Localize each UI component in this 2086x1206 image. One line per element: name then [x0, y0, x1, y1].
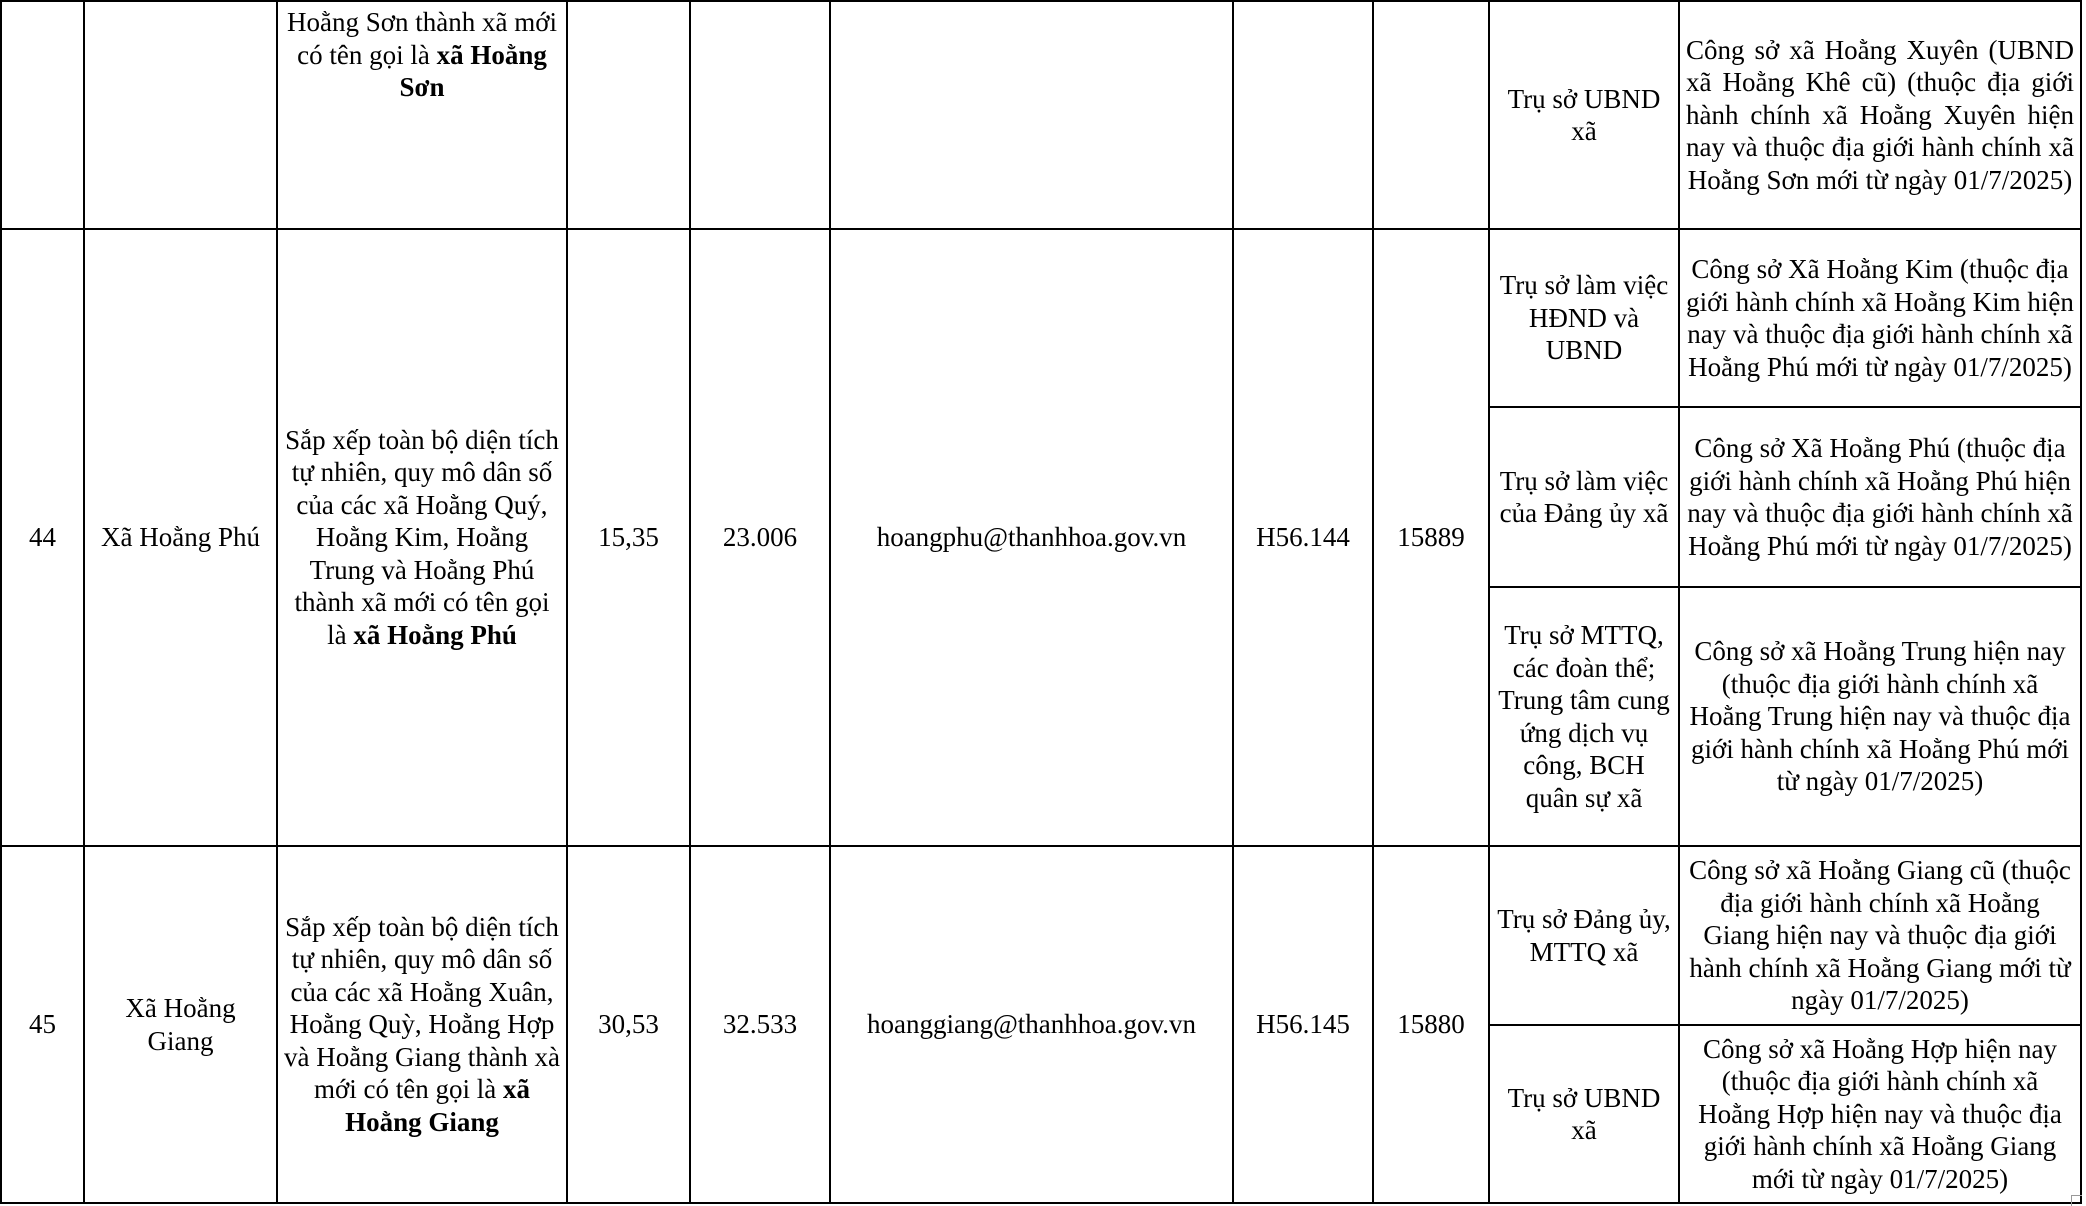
- stt-cell: 44: [1, 229, 84, 846]
- postal-cell: 15889: [1373, 229, 1489, 846]
- office-detail: Công sở Xã Hoằng Phú (thuộc địa giới hành chính xã Hoằng Phú hiện nay và thuộc địa giới hành chính xã Hoằng Phú mới từ ngày 01/7/2025): [1679, 407, 2081, 587]
- code-cell: H56.144: [1233, 229, 1373, 846]
- postal-cell: [1373, 1, 1489, 229]
- office-label: Trụ sở làm việc HĐND và UBND: [1489, 229, 1679, 407]
- description-cell: Sắp xếp toàn bộ diện tích tự nhiên, quy mô dân số của các xã Hoằng Quý, Hoằng Kim, Hoằng Trung và Hoằng Phú thành xã mới có tên gọi là xã Hoằng Phú: [277, 229, 567, 846]
- area-cell: [567, 1, 690, 229]
- population-cell: 23.006: [690, 229, 830, 846]
- office-label: Trụ sở UBND xã: [1489, 1, 1679, 229]
- office-label: Trụ sở UBND xã: [1489, 1025, 1679, 1203]
- description-cell: Sắp xếp toàn bộ diện tích tự nhiên, quy mô dân số của các xã Hoằng Xuân, Hoằng Quỳ, Hoằng Hợp và Hoằng Giang thành xà mới có tên gọi là xã Hoằng Giang: [277, 846, 567, 1203]
- office-detail: Công sở xã Hoằng Xuyên (UBND xã Hoằng Khê cũ) (thuộc địa giới hành chính xã Hoằng Xuyên hiện nay và thuộc địa giới hành chính xã Hoằng Sơn mới từ ngày 01/7/2025): [1679, 1, 2081, 229]
- email-cell: hoangphu@thanhhoa.gov.vn: [830, 229, 1233, 846]
- name-cell: Xã Hoằng Phú: [84, 229, 277, 846]
- name-cell: [84, 1, 277, 229]
- office-label: Trụ sở làm việc của Đảng ủy xã: [1489, 407, 1679, 587]
- page-corner-mark: [2071, 1195, 2082, 1206]
- email-cell: [830, 1, 1233, 229]
- office-detail: Công sở xã Hoằng Giang cũ (thuộc địa giới hành chính xã Hoằng Giang hiện nay và thuộc địa giới hành chính xã Hoằng Giang mới từ ngày 01/7/2025): [1679, 846, 2081, 1025]
- table-row: [1, 846, 2081, 1025]
- area-cell: 30,53: [567, 846, 690, 1203]
- population-cell: [690, 1, 830, 229]
- name-cell: Xã Hoằng Giang: [84, 846, 277, 1203]
- table-row: [1, 1, 2081, 229]
- office-detail: Công sở xã Hoằng Hợp hiện nay (thuộc địa giới hành chính xã Hoằng Hợp hiện nay và thuộc địa giới hành chính xã Hoằng Giang mới từ ngày 01/7/2025): [1679, 1025, 2081, 1203]
- office-detail: Công sở Xã Hoằng Kim (thuộc địa giới hành chính xã Hoằng Kim hiện nay và thuộc địa giới hành chính xã Hoằng Phú mới từ ngày 01/7/2025): [1679, 229, 2081, 407]
- code-cell: H56.145: [1233, 846, 1373, 1203]
- stt-cell: [1, 1, 84, 229]
- postal-cell: 15880: [1373, 846, 1489, 1203]
- office-detail: Công sở xã Hoằng Trung hiện nay (thuộc địa giới hành chính xã Hoằng Trung hiện nay và thuộc địa giới hành chính xã Hoằng Phú mới từ ngày 01/7/2025): [1679, 587, 2081, 846]
- office-label: Trụ sở Đảng ủy, MTTQ xã: [1489, 846, 1679, 1025]
- description-cell: Hoằng Sơn thành xã mới có tên gọi là xã Hoằng Sơn: [277, 1, 567, 229]
- population-cell: 32.533: [690, 846, 830, 1203]
- code-cell: [1233, 1, 1373, 229]
- stt-cell: 45: [1, 846, 84, 1203]
- email-cell: hoanggiang@thanhhoa.gov.vn: [830, 846, 1233, 1203]
- office-label: Trụ sở MTTQ, các đoàn thể; Trung tâm cung ứng dịch vụ công, BCH quân sự xã: [1489, 587, 1679, 846]
- table-row: [1, 229, 2081, 407]
- area-cell: 15,35: [567, 229, 690, 846]
